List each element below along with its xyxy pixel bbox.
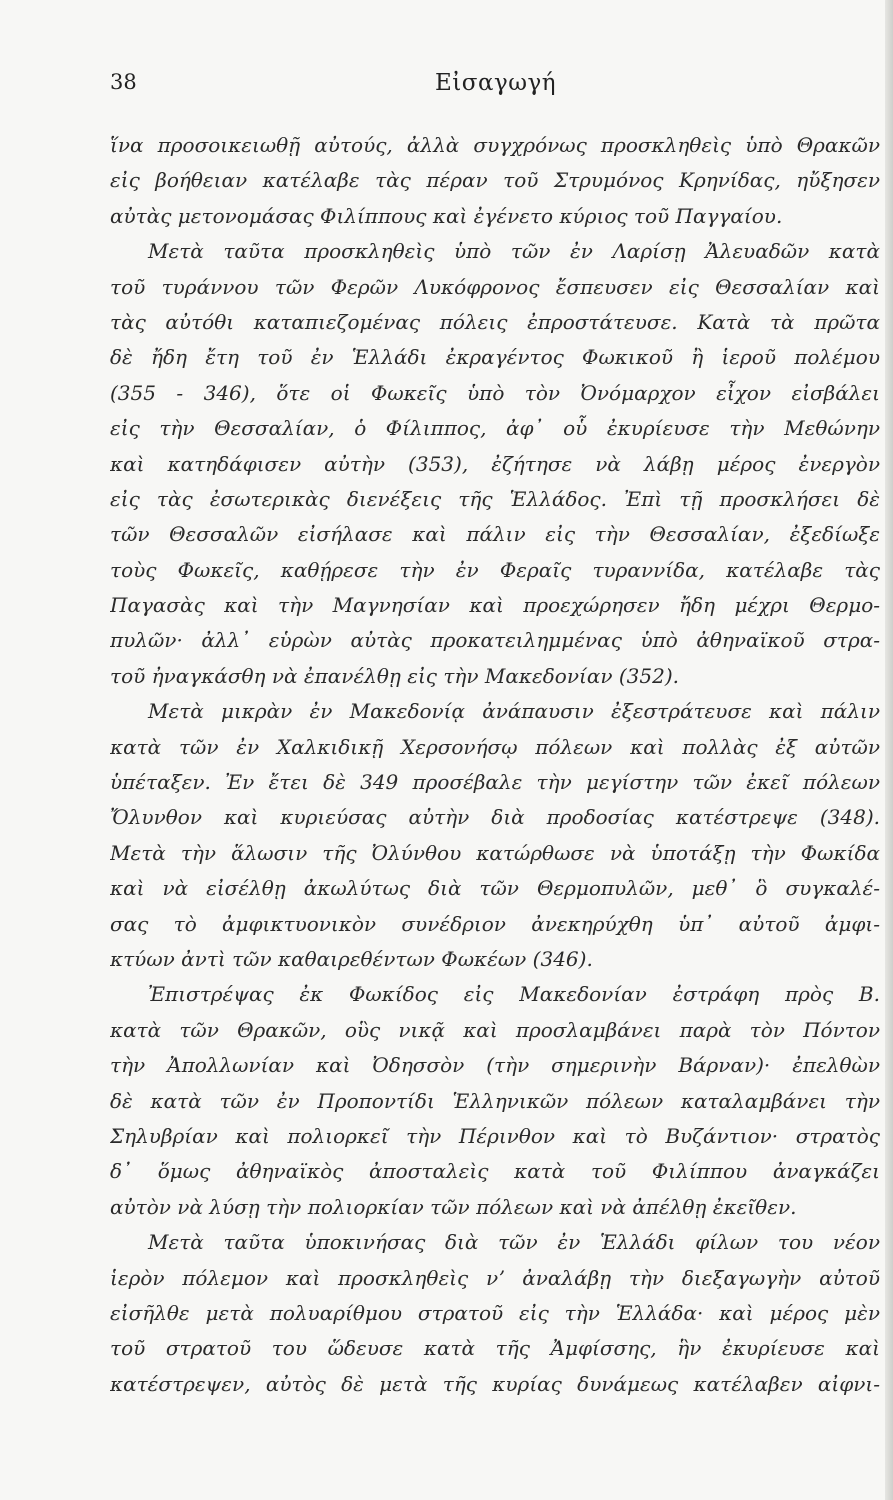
text-line: σας τὸ ἀμφικτυονικὸν συνέδριον ἀνεκηρύχθη ὑπ᾿ αὐτοῦ ἀμφι-	[110, 911, 880, 936]
text-line: ἱερὸν πόλεμον καὶ προσκληθεὶς νʼ ἀναλάβῃ τὴν διεξαγωγὴν αὐτοῦ	[110, 1265, 880, 1290]
text-line: αὐτὰς μετονομάσας Φιλίππους καὶ ἐγένετο κύριος τοῦ Παγγαίου.	[110, 203, 783, 228]
text-line: δὲ κατὰ τῶν ἐν Προποντίδι Ἑλληνικῶν πόλεων καταλαμβάνει τὴν	[110, 1088, 880, 1113]
text-line: κατὰ τῶν ἐν Χαλκιδικῇ Χερσονήσῳ πόλεων καὶ πολλὰς ἐξ αὐτῶν	[110, 734, 880, 759]
text-line: ἵνα προσοικειωθῇ αὐτούς, ἀλλὰ συγχρόνως προσκληθεὶς ὑπὸ Θρακῶν	[110, 133, 880, 157]
text-line: εἰσῆλθε μετὰ πολυαρίθμου στρατοῦ εἰς τὴν Ἑλλάδα· καὶ μέρος μὲν	[110, 1300, 880, 1325]
text-line: Ἐπιστρέψας ἐκ Φωκίδος εἰς Μακεδονίαν ἐστράφη πρὸς Β.	[148, 982, 880, 1007]
text-line: κατέστρεψεν, αὐτὸς δὲ μετὰ τῆς κυρίας δυνάμεως κατέλαβεν αἰφνι-	[110, 1371, 880, 1396]
page-header	[110, 70, 880, 110]
text-line: ὑπέταξεν. Ἐν ἔτει δὲ 349 προσέβαλε τὴν μεγίστην τῶν ἐκεῖ πόλεων	[110, 770, 880, 795]
text-line: κτύων ἀντὶ τῶν καθαιρεθέντων Φωκέων (346).	[110, 946, 593, 971]
text-line: τοῦ τυράννου τῶν Φερῶν Λυκόφρονος ἔσπευσεν εἰς Θεσσαλίαν καὶ	[110, 274, 880, 299]
text-line: τῶν Θεσσαλῶν εἰσήλασε καὶ πάλιν εἰς τὴν Θεσσαλίαν, ἐξεδίωξε	[110, 522, 880, 547]
text-line: τὴν Ἀπολλωνίαν καὶ Ὀδησσὸν (τὴν σημερινὴν Βάρναν)· ἐπελθὼν	[110, 1053, 880, 1078]
text-line: (355 - 346), ὅτε οἱ Φωκεῖς ὑπὸ τὸν Ὀνόμαρχον εἶχον εἰσβάλει	[110, 380, 880, 405]
text-line: κατὰ τῶν Θρακῶν, οὓς νικᾷ καὶ προσλαμβάνει παρὰ τὸν Πόντον	[110, 1017, 880, 1042]
text-line: τοῦ στρατοῦ του ὥδευσε κατὰ τῆς Ἀμφίσσης, ἣν ἐκυρίευσε καὶ	[110, 1336, 880, 1361]
text-line: εἰς τὰς ἐσωτερικὰς διενέξεις τῆς Ἑλλάδος. Ἐπὶ τῇ προσκλήσει δὲ	[110, 486, 880, 511]
text-line: Παγασὰς καὶ τὴν Μαγνησίαν καὶ προεχώρησεν ἤδη μέχρι Θερμο-	[110, 593, 880, 618]
text-line: εἰς τὴν Θεσσαλίαν, ὁ Φίλιππος, ἀφ᾿ οὗ ἐκυρίευσε τὴν Μεθώνην	[110, 416, 880, 441]
text-line: Ὄλυνθον καὶ κυριεύσας αὐτὴν διὰ προδοσίας κατέστρεψε (348).	[110, 805, 880, 830]
text-line: τὰς αὐτόθι καταπιεζομένας πόλεις ἐπροστάτευσε. Κατὰ τὰ πρῶτα	[110, 309, 880, 334]
text-line: τοὺς Φωκεῖς, καθῄρεσε τὴν ἐν Φεραῖς τυραννίδα, κατέλαβε τὰς	[110, 557, 880, 582]
text-line: Μετὰ τὴν ἅλωσιν τῆς Ὀλύνθου κατώρθωσε νὰ ὑποτάξῃ τὴν Φωκίδα	[110, 840, 880, 865]
text-line: εἰς βοήθειαν κατέλαβε τὰς πέραν τοῦ Στρυμόνος Κρηνίδας, ηὔξησεν	[110, 168, 880, 193]
text-line: δ᾿ ὅμως ἀθηναϊκὸς ἀποσταλεὶς κατὰ τοῦ Φιλίππου ἀναγκάζει	[110, 1159, 880, 1184]
text-line: Μετὰ μικρὰν ἐν Μακεδονίᾳ ἀνάπαυσιν ἐξεστράτευσε καὶ πάλιν	[148, 699, 880, 724]
text-line: Μετὰ ταῦτα ὑποκινήσας διὰ τῶν ἐν Ἑλλάδι φίλων του νέον	[148, 1230, 880, 1255]
text-line: τοῦ ἠναγκάσθη νὰ ἐπανέλθῃ εἰς τὴν Μακεδονίαν (352).	[110, 663, 679, 688]
text-line: δὲ ἤδη ἔτη τοῦ ἐν Ἑλλάδι ἐκραγέντος Φωκικοῦ ἢ ἱεροῦ πολέμου	[110, 345, 880, 370]
page-number: 38	[110, 70, 137, 94]
text-line: πυλῶν· ἀλλ᾿ εὑρὼν αὐτὰς προκατειλημμένας ὑπὸ ἀθηναϊκοῦ στρα-	[110, 628, 880, 653]
running-title: Εἰσαγωγή	[435, 70, 557, 96]
body-text	[110, 128, 880, 1402]
page-edge-shadow	[885, 0, 893, 1500]
text-line: καὶ νὰ εἰσέλθῃ ἀκωλύτως διὰ τῶν Θερμοπυλῶν, μεθ᾿ ὃ συγκαλέ-	[110, 876, 880, 901]
text-line: αὐτὸν νὰ λύσῃ τὴν πολιορκίαν τῶν πόλεων καὶ νὰ ἀπέλθῃ ἐκεῖθεν.	[110, 1194, 797, 1219]
text-line: Μετὰ ταῦτα προσκληθεὶς ὑπὸ τῶν ἐν Λαρίσῃ Ἀλευαδῶν κατὰ	[148, 239, 880, 264]
text-line: καὶ κατηδάφισεν αὐτὴν (353), ἐζήτησε νὰ λάβῃ μέρος ἐνεργὸν	[110, 451, 880, 476]
text-line: Σηλυβρίαν καὶ πολιορκεῖ τὴν Πέρινθον καὶ τὸ Βυζάντιον· στρατὸς	[110, 1123, 880, 1148]
